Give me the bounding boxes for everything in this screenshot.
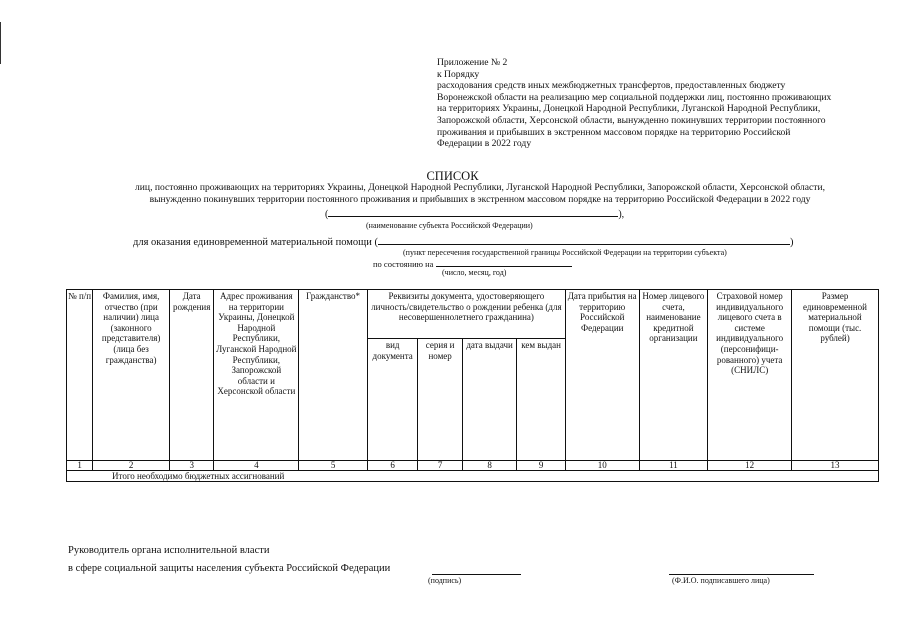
column-number: 11 — [639, 461, 708, 471]
signer-name-blank — [669, 574, 814, 575]
appendix-line: на территориях Украины, Донецкой Народной Республики, Луганской Народной Республики, — [437, 103, 821, 115]
header-row-1 — [67, 290, 879, 339]
col-header-doc-issuer: кем выдан — [517, 339, 566, 461]
col-header-account: Номер лицевого счета, наименование кредитной организации — [639, 290, 708, 461]
appendix-line: проживания и прибывших в экстренном массовом порядке на территорию Российской — [437, 126, 791, 138]
total-row — [67, 471, 879, 482]
aid-label: для оказания единовременной материальной помощи ( — [133, 237, 379, 248]
recipients-table — [66, 289, 879, 482]
signature-hint: (подпись) — [428, 576, 462, 585]
signature-title-line-1: Руководитель органа исполнительной власти — [68, 545, 270, 556]
total-label: Итого необходимо бюджетных ассигнований — [67, 471, 879, 482]
aid-close-paren: ) — [790, 237, 794, 248]
subtitle-line: лиц, постоянно проживающих на территориях Украины, Донецкой Народной Республики, Луганской Народной Республики, Запорожской области, Херсонской области, — [135, 182, 825, 193]
document-subtitle — [60, 182, 900, 206]
subject-close-paren: ), — [618, 209, 625, 220]
subject-blank — [328, 205, 618, 217]
appendix-line: Запорожской области, Херсонской области, вынужденно покинувших территории постоянного — [437, 114, 826, 126]
col-header-doc-date: дата выдачи — [462, 339, 517, 461]
appendix-line: расходования средств иных межбюджетных трансфертов, предоставленных бюджету — [437, 80, 786, 92]
page-edge-line — [0, 22, 1, 64]
signer-name-hint: (Ф.И.О. подписавшего лица) — [672, 576, 770, 585]
column-number: 7 — [418, 461, 462, 471]
col-header-num: № п/п — [67, 290, 93, 461]
col-header-amount: Размер единовременной материальной помощи (тыс. рублей) — [792, 290, 879, 461]
column-number: 9 — [517, 461, 566, 471]
column-number: 3 — [170, 461, 214, 471]
col-header-name: Фамилия, имя, отчество (при наличии) лица (законного представителя) (лица без гражданства) — [93, 290, 170, 461]
as-of-blank — [436, 257, 572, 267]
column-number: 6 — [367, 461, 417, 471]
col-header-birth: Дата рождения — [170, 290, 214, 461]
col-header-address: Адрес проживания на территории Украины, Донецкой Народной Республики, Луганской Народной Республики, Запорожской области и Херсонской области — [214, 290, 299, 461]
col-header-document-group: Реквизиты документа, удостоверяющего личность/свидетельство о рождении ребенка (для несовершеннолетнего гражданина) — [367, 290, 565, 339]
column-number: 5 — [299, 461, 368, 471]
column-number: 4 — [214, 461, 299, 471]
column-number: 8 — [462, 461, 517, 471]
aid-blank — [378, 233, 790, 245]
column-number: 12 — [708, 461, 792, 471]
as-of-label: по состоянию на — [373, 259, 434, 269]
appendix-note — [437, 57, 892, 150]
signature-blank — [432, 574, 521, 575]
subject-hint: (наименование субъекта Российской Федерации) — [366, 221, 533, 230]
col-header-citizenship: Гражданство* — [299, 290, 368, 461]
aid-field — [133, 233, 794, 248]
appendix-line: Приложение № 2 — [437, 57, 508, 68]
appendix-line: Федерации в 2022 году — [437, 138, 532, 150]
col-header-arrival: Дата прибытия на территорию Российской Федерации — [565, 290, 639, 461]
col-header-doc-series: серия и номер — [418, 339, 462, 461]
as-of-hint: (число, месяц, год) — [442, 268, 507, 277]
col-header-snils: Страховой номер индивидуального лицевого счета в системе индивидуального (персонифици-рованного) учета (СНИЛС) — [708, 290, 792, 461]
column-number: 2 — [93, 461, 170, 471]
document-title: СПИСОК — [426, 169, 479, 183]
aid-hint: (пункт пересечения государственной границы Российской Федерации на территории субъекта) — [403, 248, 727, 257]
subject-open-paren: ( — [325, 209, 329, 220]
appendix-line: к Порядку — [437, 68, 480, 80]
subject-field — [325, 205, 624, 220]
appendix-line: Воронежской области на реализацию мер социальной поддержки лиц, постоянно проживающих — [437, 91, 832, 103]
column-number: 10 — [565, 461, 639, 471]
column-number: 13 — [792, 461, 879, 471]
signature-title-line-2: в сфере социальной защиты населения субъекта Российской Федерации — [68, 563, 391, 574]
column-number-row — [67, 461, 879, 471]
col-header-doc-type: вид документа — [367, 339, 417, 461]
column-number: 1 — [67, 461, 93, 471]
subtitle-line: вынужденно покинувших территории постоянного проживания и прибывших в экстренном массовом порядке на территорию Российской Федерации в 2022 году — [149, 194, 811, 205]
